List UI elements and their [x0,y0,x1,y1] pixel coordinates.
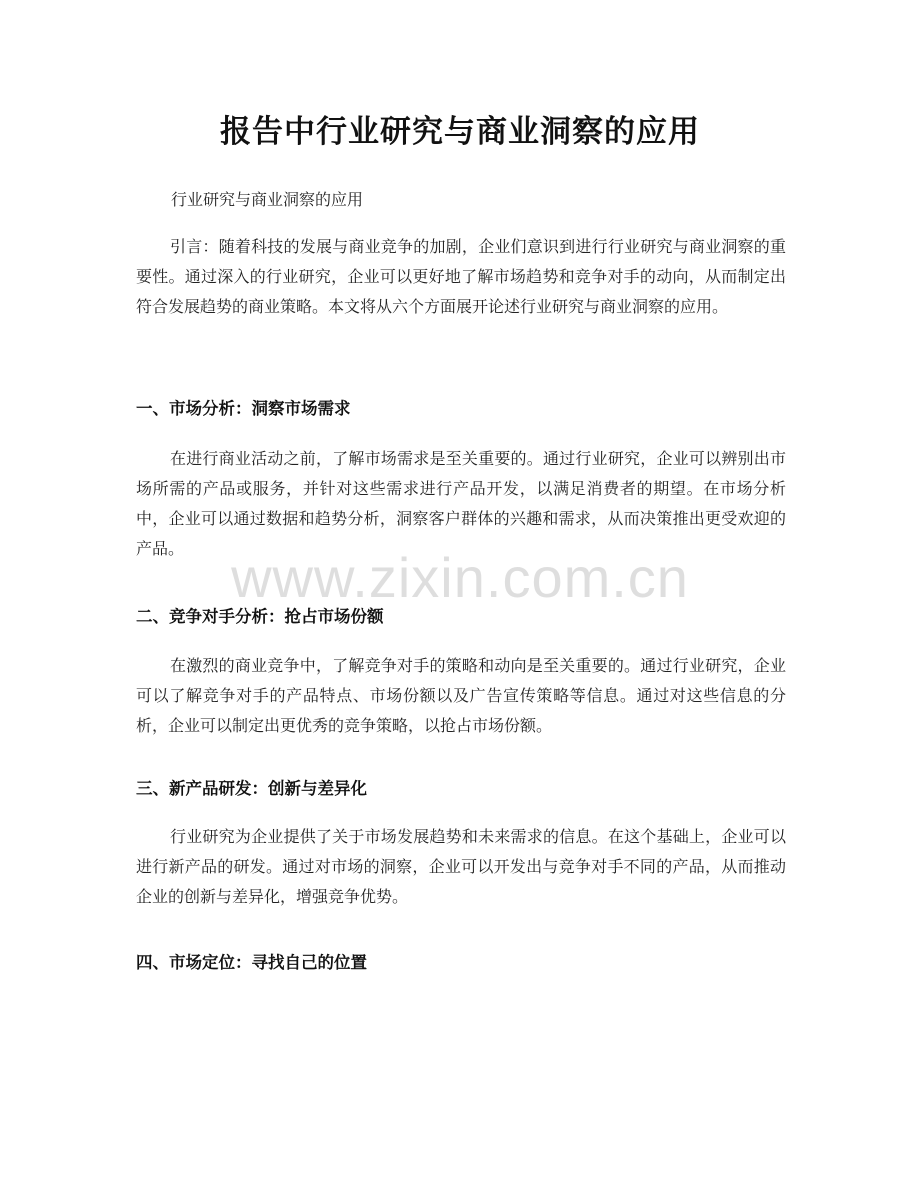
section-heading-1: 一、市场分析：洞察市场需求 [136,399,351,418]
section-body-2: 在激烈的商业竞争中，了解竞争对手的策略和动向是至关重要的。通过行业研究，企业可以了解竞争对手的产品特点、市场份额以及广告宣传策略等信息。通过对这些信息的分析，企业可以制定出更优秀的竞争策略，以抢占市场份额。 [136,656,786,735]
watermark: www.zixin.com.cn [231,546,689,609]
section-body-3: 行业研究为企业提供了关于市场发展趋势和未来需求的信息。在这个基础上，企业可以进行新产品的研发。通过对市场的洞察，企业可以开发出与竞争对手不同的产品，从而推动企业的创新与差异化，增强竞争优势。 [136,827,786,906]
document-subtitle: 行业研究与商业洞察的应用 [171,190,364,209]
section-heading-3: 三、新产品研发：创新与差异化 [136,779,367,798]
document-title: 报告中行业研究与商业洞察的应用 [220,114,700,150]
section-heading-2: 二、竞争对手分析：抢占市场份额 [136,607,384,626]
section-body-1: 在进行商业活动之前，了解市场需求是至关重要的。通过行业研究，企业可以辨别出市场所需的产品或服务，并针对这些需求进行产品开发，以满足消费者的期望。在市场分析中，企业可以通过数据和趋势分析，洞察客户群体的兴趣和需求，从而决策推出更受欢迎的产品。 [136,449,786,558]
intro-paragraph: 引言：随着科技的发展与商业竞争的加剧，企业们意识到进行行业研究与商业洞察的重要性。通过深入的行业研究，企业可以更好地了解市场趋势和竞争对手的动向，从而制定出符合发展趋势的商业策略。本文将从六个方面展开论述行业研究与商业洞察的应用。 [136,237,786,316]
section-heading-4: 四、市场定位：寻找自己的位置 [136,953,367,972]
